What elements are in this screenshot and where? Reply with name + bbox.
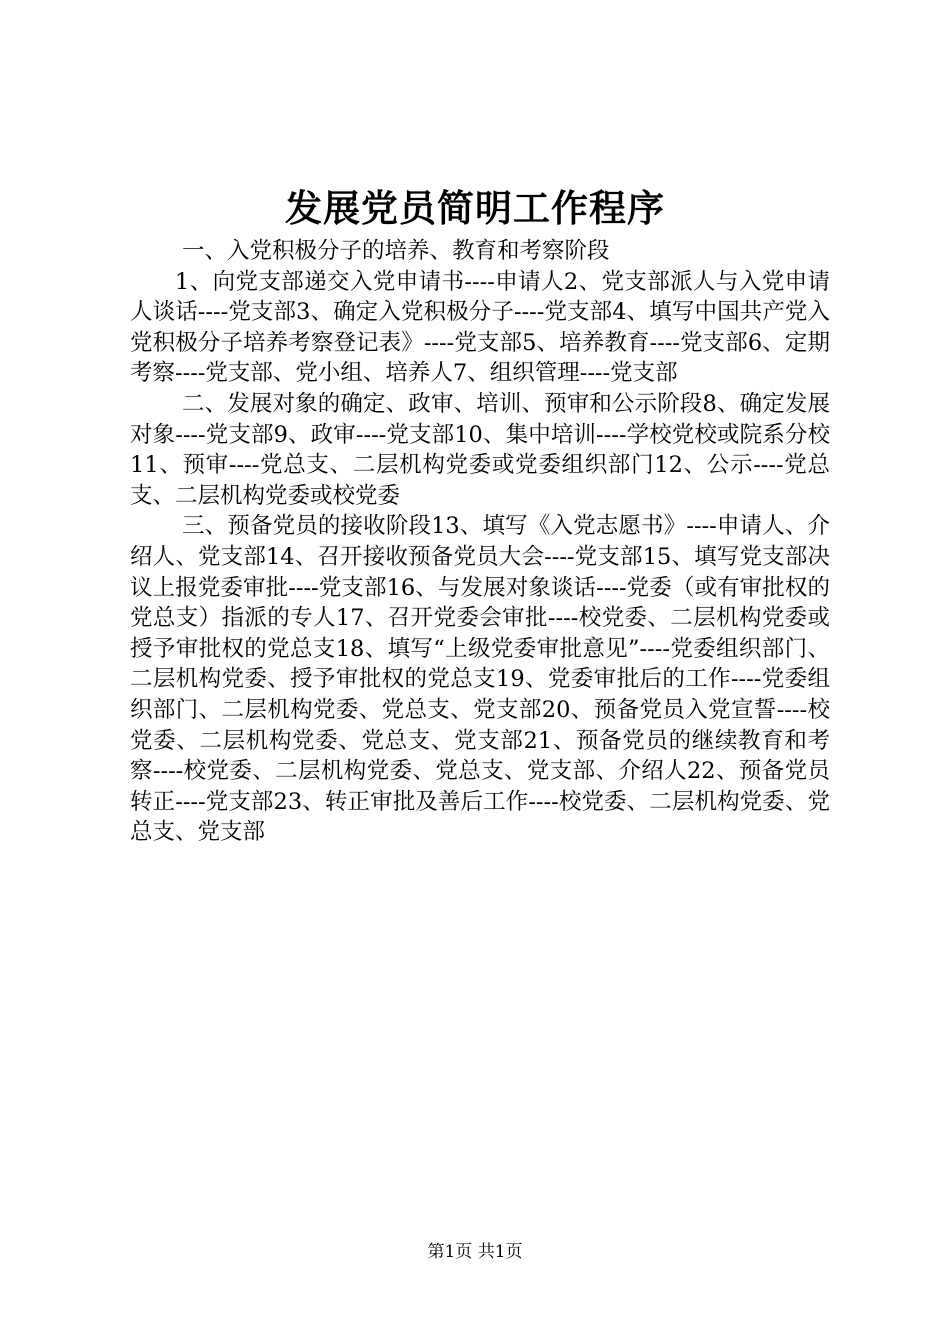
document-body (130, 236, 830, 848)
section-body-1: 1、向党支部递交入党申请书----申请人2、党支部派人与入党申请人谈话----党支部3、确定入党积极分子----党支部4、填写中国共产党入党积极分子培养考察登记表》----党支部5、培养教育----党支部6、定期考察----党支部、党小组、培养人7、组织管理----党支部 (130, 268, 830, 387)
page-footer: 第1页 共1页 (427, 1242, 523, 1262)
section-heading-1: 一、入党积极分子的培养、教育和考察阶段 (182, 238, 610, 264)
section-3: 三、预备党员的接收阶段13、填写《入党志愿书》----申请人、介绍人、党支部14、召开接收预备党员大会----党支部15、填写党支部决议上报党委审批----党支部16、与发展对象谈话----党委（或有审批权的党总支）指派的专人17、召开党委会审批----校党委、二层机构党委或授予审批权的党总支18、填写“上级党委审批意见”----党委组织部门、二层机构党委、授予审批权的党总支19、党委审批后的工作----党委组织部门、二层机构党委、党总支、党支部20、预备党员入党宣誓----校党委、二层机构党委、党总支、党支部21、预备党员的继续教育和考察----校党委、二层机构党委、党总支、党支部、介绍人22、预备党员转正----党支部23、转正审批及善后工作----校党委、二层机构党委、党总支、党支部 (130, 513, 830, 846)
document-title: 发展党员简明工作程序 (285, 186, 665, 230)
section-2: 二、发展对象的确定、政审、培训、预审和公示阶段8、确定发展对象----党支部9、政审----党支部10、集中培训----学校党校或院系分校11、预审----党总支、二层机构党委或党委组织部门12、公示----党总支、二层机构党委或校党委 (130, 390, 830, 509)
